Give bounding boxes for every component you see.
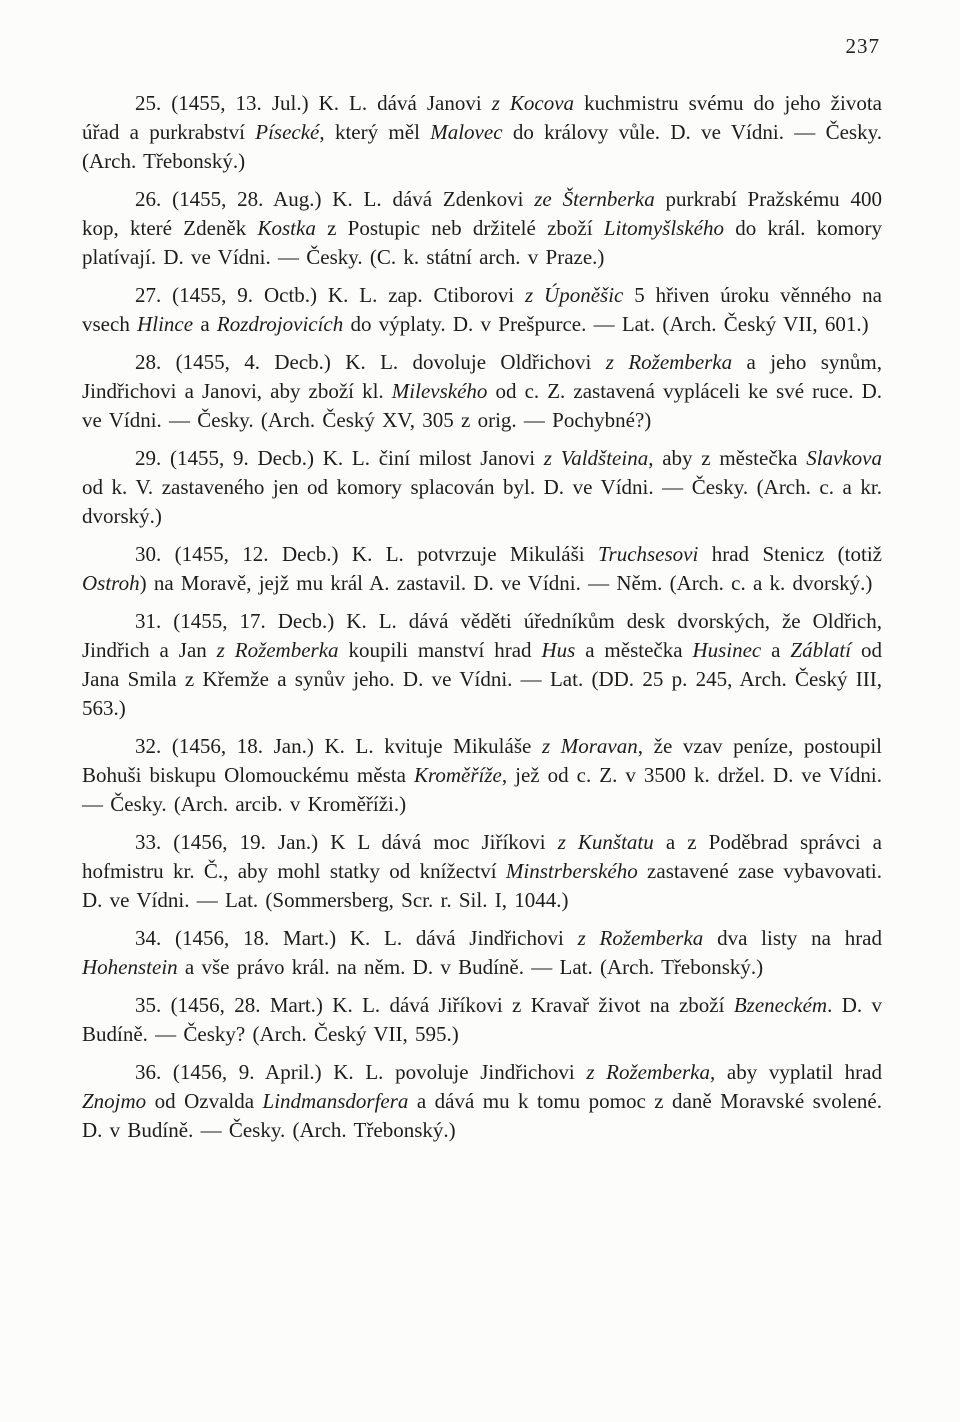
entry-segment: purkrabí Pražskému 400 kop, které Zdeněk <box>82 187 882 240</box>
regesta-entry <box>82 828 882 915</box>
entry-segment: koupili manství hrad <box>338 638 542 662</box>
entry-segment: zastavené zase vybavovati. D. ve Vídni. — Lat. (Sommersberg, Scr. r. Sil. I, 1044.) <box>82 859 882 912</box>
entry-segment-italic: z Moravan <box>541 734 638 758</box>
entry-segment: 35. (1456, 28. Mart.) K. L. dává Jiříkovi z Kravař život na zboží <box>135 993 734 1017</box>
entry-segment: 27. (1455, 9. Octb.) K. L. zap. Ctiborovi <box>135 283 525 307</box>
entry-segment-italic: z Kocova <box>491 91 575 115</box>
regesta-entry <box>82 89 882 176</box>
entry-segment-italic: Truchsesovi <box>598 542 699 566</box>
regesta-entry <box>82 607 882 723</box>
entry-segment: od Ozvalda <box>146 1089 263 1113</box>
regesta-entry <box>82 348 882 435</box>
entry-segment: do královy vůle. D. ve Vídni. — Česky. (Arch. Třebonský.) <box>82 120 882 173</box>
entry-segment: a městečka <box>575 638 693 662</box>
entry-segment-italic: z Rožemberka <box>216 638 339 662</box>
entry-segment: 28. (1455, 4. Decb.) K. L. dovoluje Oldřichovi <box>135 350 606 374</box>
entry-segment: 30. (1455, 12. Decb.) K. L. potvrzuje Mikuláši <box>135 542 598 566</box>
entry-segment-italic: Hohenstein <box>82 955 178 979</box>
entry-segment-italic: Malovec <box>430 120 503 144</box>
entry-segment: 34. (1456, 18. Mart.) K. L. dává Jindřichovi <box>135 926 578 950</box>
entry-segment: hrad Stenicz (totiž <box>698 542 882 566</box>
entry-segment-italic: z Rožemberka <box>577 926 704 950</box>
entry-segment: dva listy na hrad <box>703 926 883 950</box>
regesta-entry <box>82 540 882 598</box>
entry-segment-italic: Hus <box>541 638 576 662</box>
regesta-entry <box>82 444 882 531</box>
entry-segment-italic: Milevského <box>391 379 488 403</box>
entry-segment-italic: Litomyšlského <box>603 216 724 240</box>
entry-segment: od Jana Smila z Křemže a synův jeho. D. ve Vídni. — Lat. (DD. 25 p. 245, Arch. Český III, 563.) <box>82 638 882 720</box>
entry-segment-italic: Lindmansdorfera <box>262 1089 409 1113</box>
regesta-entry <box>82 1058 882 1145</box>
entry-segment-italic: Rozdrojovicích <box>216 312 344 336</box>
entry-segment: ) na Moravě, jejž mu král A. zastavil. D. ve Vídni. — Něm. (Arch. c. a k. dvorský.) <box>139 571 873 595</box>
entry-segment: a vše právo král. na něm. D. v Budíně. — Lat. (Arch. Třebonský.) <box>177 955 764 979</box>
entry-segment: 33. (1456, 19. Jan.) K L dává moc Jiříkovi <box>135 830 558 854</box>
entry-segment: do král. komory platívají. D. ve Vídni. — Česky. (C. k. státní arch. v Praze.) <box>82 216 882 269</box>
entry-segment: a <box>193 312 217 336</box>
entry-segment-italic: z Rožemberka <box>586 1060 710 1084</box>
entry-segment: , který měl <box>319 120 431 144</box>
entry-segment: z Postupic neb držitelé zboží <box>315 216 604 240</box>
entry-segment: 36. (1456, 9. April.) K. L. povoluje Jindřichovi <box>135 1060 587 1084</box>
entry-segment: , aby z městečka <box>648 446 807 470</box>
entry-segment: 32. (1456, 18. Jan.) K. L. kvituje Mikuláše <box>135 734 542 758</box>
entry-segment: , že vzav peníze, postoupil Bohuši biskupu Olomouckému města <box>82 734 883 787</box>
entry-segment-italic: ze Šternberka <box>534 187 655 211</box>
entry-segment: . D. v Budíně. — Česky? (Arch. Český VII, 595.) <box>82 993 882 1046</box>
entry-segment-italic: z Rožemberka <box>605 350 733 374</box>
entry-segment: 29. (1455, 9. Decb.) K. L. činí milost Janovi <box>135 446 544 470</box>
entries-list <box>82 89 882 1145</box>
entry-segment: , aby vyplatil hrad <box>709 1060 882 1084</box>
regesta-entry <box>82 991 882 1049</box>
regesta-entry <box>82 732 882 819</box>
entry-segment: od k. V. zastaveného jen od komory splacován byl. D. ve Vídni. — Česky. (Arch. c. a kr. dvorský.) <box>82 475 882 528</box>
entry-segment-italic: Znojmo <box>82 1089 147 1113</box>
page-number: 237 <box>845 34 880 58</box>
entry-segment-italic: Slavkova <box>806 446 882 470</box>
entry-segment-italic: Bzeneckém <box>733 993 828 1017</box>
regesta-entry <box>82 924 882 982</box>
entry-segment: 5 hřiven úroku věnného na vsech <box>82 283 882 336</box>
entry-segment-italic: Písecké <box>255 120 320 144</box>
entry-segment-italic: Hlince <box>137 312 194 336</box>
entry-segment: 26. (1455, 28. Aug.) K. L. dává Zdenkovi <box>135 187 535 211</box>
entry-segment-italic: z Úponěšic <box>524 283 624 307</box>
entry-segment: , jež od c. Z. v 3500 k. držel. D. ve Vídni. — Česky. (Arch. arcib. v Kroměříži.) <box>82 763 882 816</box>
entry-segment: kuchmistru svému do jeho života úřad a purkrabství <box>82 91 882 144</box>
entry-segment: 31. (1455, 17. Decb.) K. L. dává věděti úředníkům desk dvorských, že Oldřich, Jindřich a Jan <box>82 609 882 662</box>
entry-segment-italic: Ostroh <box>82 571 140 595</box>
entry-segment-italic: Kostka <box>257 216 316 240</box>
regesta-entry <box>82 281 882 339</box>
entry-segment-italic: z Valdšteina <box>543 446 649 470</box>
entry-segment: a dává mu k tomu pomoc z daně Moravské svolené. D. v Budíně. — Česky. (Arch. Třebonský.) <box>82 1089 882 1142</box>
entry-segment-italic: Záblatí <box>790 638 852 662</box>
entry-segment: a z Poděbrad správci a hofmistru kr. Č., aby mohl statky od knížectví <box>82 830 882 883</box>
entry-segment: 25. (1455, 13. Jul.) K. L. dává Janovi <box>135 91 492 115</box>
entry-segment-italic: Husinec <box>692 638 762 662</box>
entry-segment-italic: Kroměříže <box>413 763 502 787</box>
regesta-entry <box>82 185 882 272</box>
entry-segment: a jeho synům, Jindřichovi a Janovi, aby zboží kl. <box>82 350 883 403</box>
entry-segment: a <box>761 638 791 662</box>
entry-segment: do výplaty. D. v Prešpurce. — Lat. (Arch. Český VII, 601.) <box>343 312 869 336</box>
entry-segment-italic: z Kunštatu <box>557 830 654 854</box>
entry-segment: od c. Z. zastavená vypláceli ke své ruce. D. ve Vídni. — Česky. (Arch. Český XV, 305 z orig. — Pochybné?) <box>82 379 882 432</box>
entry-segment-italic: Minstrberského <box>505 859 638 883</box>
